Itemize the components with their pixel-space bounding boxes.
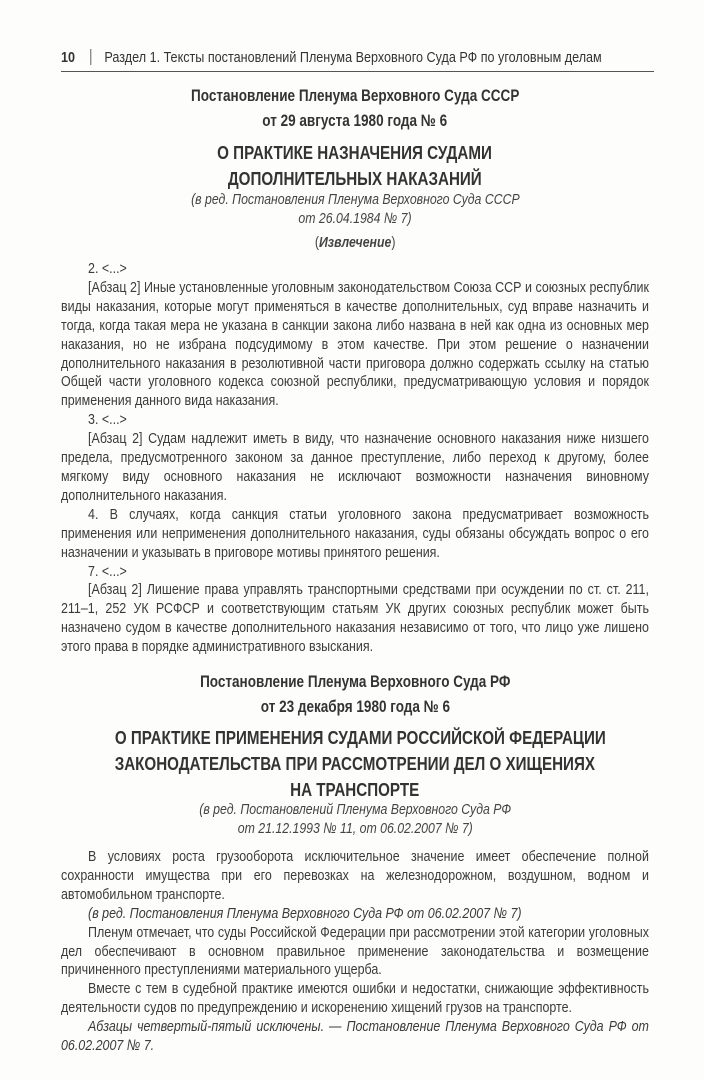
running-header xyxy=(61,47,654,72)
doc1-extract-label xyxy=(61,233,649,252)
exclusion-note: Абзацы четвертый-пятый исключены. — Постановление Пленума Верховного Суда РФ от 06.02.2007 № 7. xyxy=(61,1018,649,1055)
section-title: Раздел 1. Тексты постановлений Пленума Верховного Суда РФ по уголовным делам xyxy=(104,49,602,66)
doc2-date: от 23 декабря 1980 года № 6 xyxy=(260,698,450,716)
doc2-issuer: Постановление Пленума Верховного Суда РФ xyxy=(199,673,511,691)
doc1-body xyxy=(61,260,649,657)
page-number: 10 xyxy=(61,49,76,66)
paren-close: ) xyxy=(391,234,396,251)
paragraph: [Абзац 2] Иные установленные уголовным законодательством Союза ССР и союзных республик виды наказания, которые могут применяться в качестве дополнительных, суд вправе назначить и тогда, когда такая мера не указана в санкции закона либо названа в ней как одна из основных мер наказания, но не избрана подсудимому в этом качестве. При этом решение о назначении дополнительного наказания в резолютивной части приговора должно содержать ссылку на статью Общей части уголовного кодекса союзной республики, предусматривающую условия и порядок применения данного вида наказания. xyxy=(61,278,649,410)
extract-label: Извлечение xyxy=(318,234,392,251)
doc1-edition-line2: от 26.04.1984 № 7) xyxy=(298,210,412,227)
paragraph: 3. <...> xyxy=(88,411,127,429)
doc2-title xyxy=(61,725,649,803)
edition-note: (в ред. Постановления Пленума Верховного Суда РФ от 06.02.2007 № 7) xyxy=(88,904,522,922)
paragraph: 2. <...> xyxy=(88,260,127,277)
doc1-heading xyxy=(61,84,649,134)
doc2-title-line3: НА ТРАНСПОРТЕ xyxy=(290,779,420,800)
paragraph: Вместе с тем в судебной практике имеются ошибки и недостатки, снижающие эффективность деятельности судов по предупреждению и искоренению хищений грузов на транспорте. xyxy=(61,980,649,1017)
paren-open: ( xyxy=(314,234,319,251)
doc1-edition-note xyxy=(61,190,649,228)
doc2-body xyxy=(61,848,649,1056)
paragraph: В условиях роста грузооборота исключительное значение имеет обеспечение полной сохранности имущества при его перевозках на железнодорожном, воздушном, водном и автомобильном транспорте. xyxy=(61,848,649,903)
doc2-heading xyxy=(61,670,649,720)
doc1-title xyxy=(61,140,649,192)
doc1-date: от 29 августа 1980 года № 6 xyxy=(262,112,448,130)
doc1-title-line2: ДОПОЛНИТЕЛЬНЫХ НАКАЗАНИЙ xyxy=(228,168,482,189)
paragraph: [Абзац 2] Лишение права управлять транспортными средствами при осуждении по ст. ст. 211, 211–1, 252 УК РСФСР и соответствующим статьям УК других союзных республик может быть назначено судом в качестве дополнительного наказания независимо от того, что лицо уже лишено этого права в порядке административного взыскания. xyxy=(61,581,649,656)
doc2-edition-line1: (в ред. Постановлений Пленума Верховного Суда РФ xyxy=(199,801,511,818)
paragraph: 7. <...> xyxy=(88,562,127,580)
doc1-issuer: Постановление Пленума Верховного Суда СССР xyxy=(190,87,520,105)
doc2-title-line1: О ПРАКТИКЕ ПРИМЕНЕНИЯ СУДАМИ РОССИЙСКОЙ ФЕДЕРАЦИИ xyxy=(114,727,606,748)
doc1-edition-line1: (в ред. Постановления Пленума Верховного Суда СССР xyxy=(190,191,520,208)
paragraph: [Абзац 2] Судам надлежит иметь в виду, что назначение основного наказания ниже низшего предела, предусмотренного законом за данное преступление, либо переход к другому, более мягкому виду основного наказания не исключают возможности назначения виновному дополнительного наказания. xyxy=(61,430,649,504)
doc1-title-line1: О ПРАКТИКЕ НАЗНАЧЕНИЯ СУДАМИ xyxy=(217,142,493,163)
doc2-title-line2: ЗАКОНОДАТЕЛЬСТВА ПРИ РАССМОТРЕНИИ ДЕЛ О ХИЩЕНИЯХ xyxy=(114,753,596,774)
paragraph: Пленум отмечает, что суды Российской Федерации при рассмотрении этой категории уголовных дел обеспечивают в основном правильное применение законодательства и возмещение причиненного преступлениями материального ущерба. xyxy=(61,923,649,979)
doc2-edition-line2: от 21.12.1993 № 11, от 06.02.2007 № 7) xyxy=(237,820,473,837)
header-divider xyxy=(90,49,91,65)
paragraph: 4. В случаях, когда санкция статьи уголовного закона предусматривает возможность применения или неприменения дополнительного наказания, суды обязаны обсуждать вопрос о его назначении и указывать в приговоре мотивы принятого решения. xyxy=(61,505,649,561)
doc2-edition-note xyxy=(61,800,649,838)
